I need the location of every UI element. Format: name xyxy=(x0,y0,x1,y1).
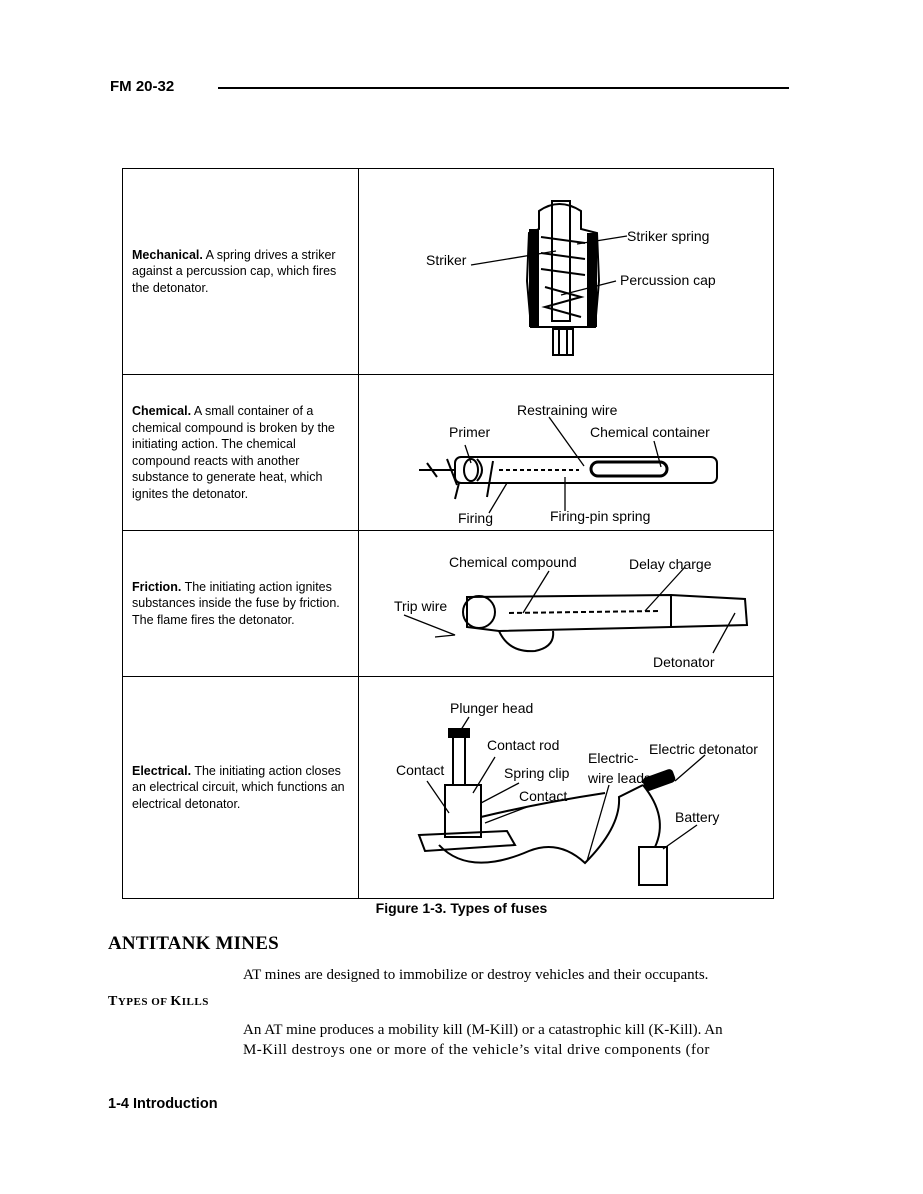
body-paragraph-line: An AT mine produces a mobility kill (M-Kill) or a catastrophic kill (K-Kill). An xyxy=(243,1022,723,1038)
fuse-text: The initiating action closes an electrical circuit, which functions an electrical detonator. xyxy=(132,763,345,811)
header-rule xyxy=(218,87,789,89)
friction-fuse-diagram xyxy=(359,531,793,676)
chemical-fuse-diagram xyxy=(359,375,793,530)
fuse-description xyxy=(123,169,359,375)
section-intro: AT mines are designed to immobilize or destroy vehicles and their occupants. xyxy=(243,967,709,983)
fuse-term: Friction. xyxy=(132,579,182,594)
fuse-term: Electrical. xyxy=(132,763,192,778)
chemical-fuse-figure xyxy=(359,375,774,531)
mechanical-fuse-diagram xyxy=(359,169,793,374)
label-striker: Striker xyxy=(426,252,467,268)
fuse-text: The initiating action ignites substances inside the fuse by friction. The flame fires the detonator. xyxy=(132,579,340,627)
fuse-term: Chemical. xyxy=(132,404,192,418)
fuse-text: A small container of a chemical compound is broken by the initiating action. The chemical compound reacts with another substance to generate heat, which ignites the detonator. xyxy=(132,404,335,501)
label-firing: Firing xyxy=(458,510,494,526)
label-detonator: Detonator xyxy=(653,654,715,670)
label-chemical-container: Chemical container xyxy=(590,424,710,440)
label-chemical-compound: Chemical compound xyxy=(449,554,577,570)
label-firing-pin-spring: Firing-pin spring xyxy=(550,508,651,524)
subheading: TYPES OF KILLS xyxy=(108,994,209,1009)
label-contact-rod: Contact rod xyxy=(487,737,560,753)
table-row xyxy=(123,531,774,677)
label-delay-charge: Delay charge xyxy=(629,556,712,572)
table-row xyxy=(123,169,774,375)
label-contact-right: Contact xyxy=(519,788,568,804)
fuse-types-table xyxy=(122,168,774,899)
fuse-description xyxy=(123,531,359,677)
label-spring-clip: Spring clip xyxy=(504,765,570,781)
label-trip-wire: Trip wire xyxy=(394,598,448,614)
page-footer: 1-4 Introduction xyxy=(108,1096,218,1112)
section-heading: ANTITANK MINES xyxy=(108,933,279,954)
label-plunger-head: Plunger head xyxy=(450,700,534,716)
fuse-text: A spring drives a striker against a percussion cap, which fires the detonator. xyxy=(132,247,337,295)
friction-fuse-figure xyxy=(359,531,774,677)
body-paragraph-line: M-Kill destroys one or more of the vehicle’s vital drive components (for xyxy=(243,1042,710,1058)
fuse-description xyxy=(123,677,359,899)
electrical-fuse-diagram xyxy=(359,677,793,898)
label-electric-detonator: Electric detonator xyxy=(649,741,758,757)
mechanical-fuse-figure xyxy=(359,169,774,375)
label-restraining-wire: Restraining wire xyxy=(517,402,618,418)
table-row xyxy=(123,677,774,899)
fuse-term: Mechanical. xyxy=(132,247,203,262)
label-wire-leads: wire leads xyxy=(588,770,652,786)
label-electric: Electric- xyxy=(588,750,639,766)
table-row xyxy=(123,375,774,531)
label-battery: Battery xyxy=(675,809,720,825)
label-primer: Primer xyxy=(449,424,491,440)
figure-caption: Figure 1-3. Types of fuses xyxy=(375,900,548,916)
fuse-description xyxy=(123,375,359,531)
label-contact-left: Contact xyxy=(396,762,445,778)
electrical-fuse-figure xyxy=(359,677,774,899)
running-header: FM 20-32 xyxy=(110,78,175,95)
label-striker-spring: Striker spring xyxy=(627,228,710,244)
label-percussion-cap: Percussion cap xyxy=(620,272,716,288)
